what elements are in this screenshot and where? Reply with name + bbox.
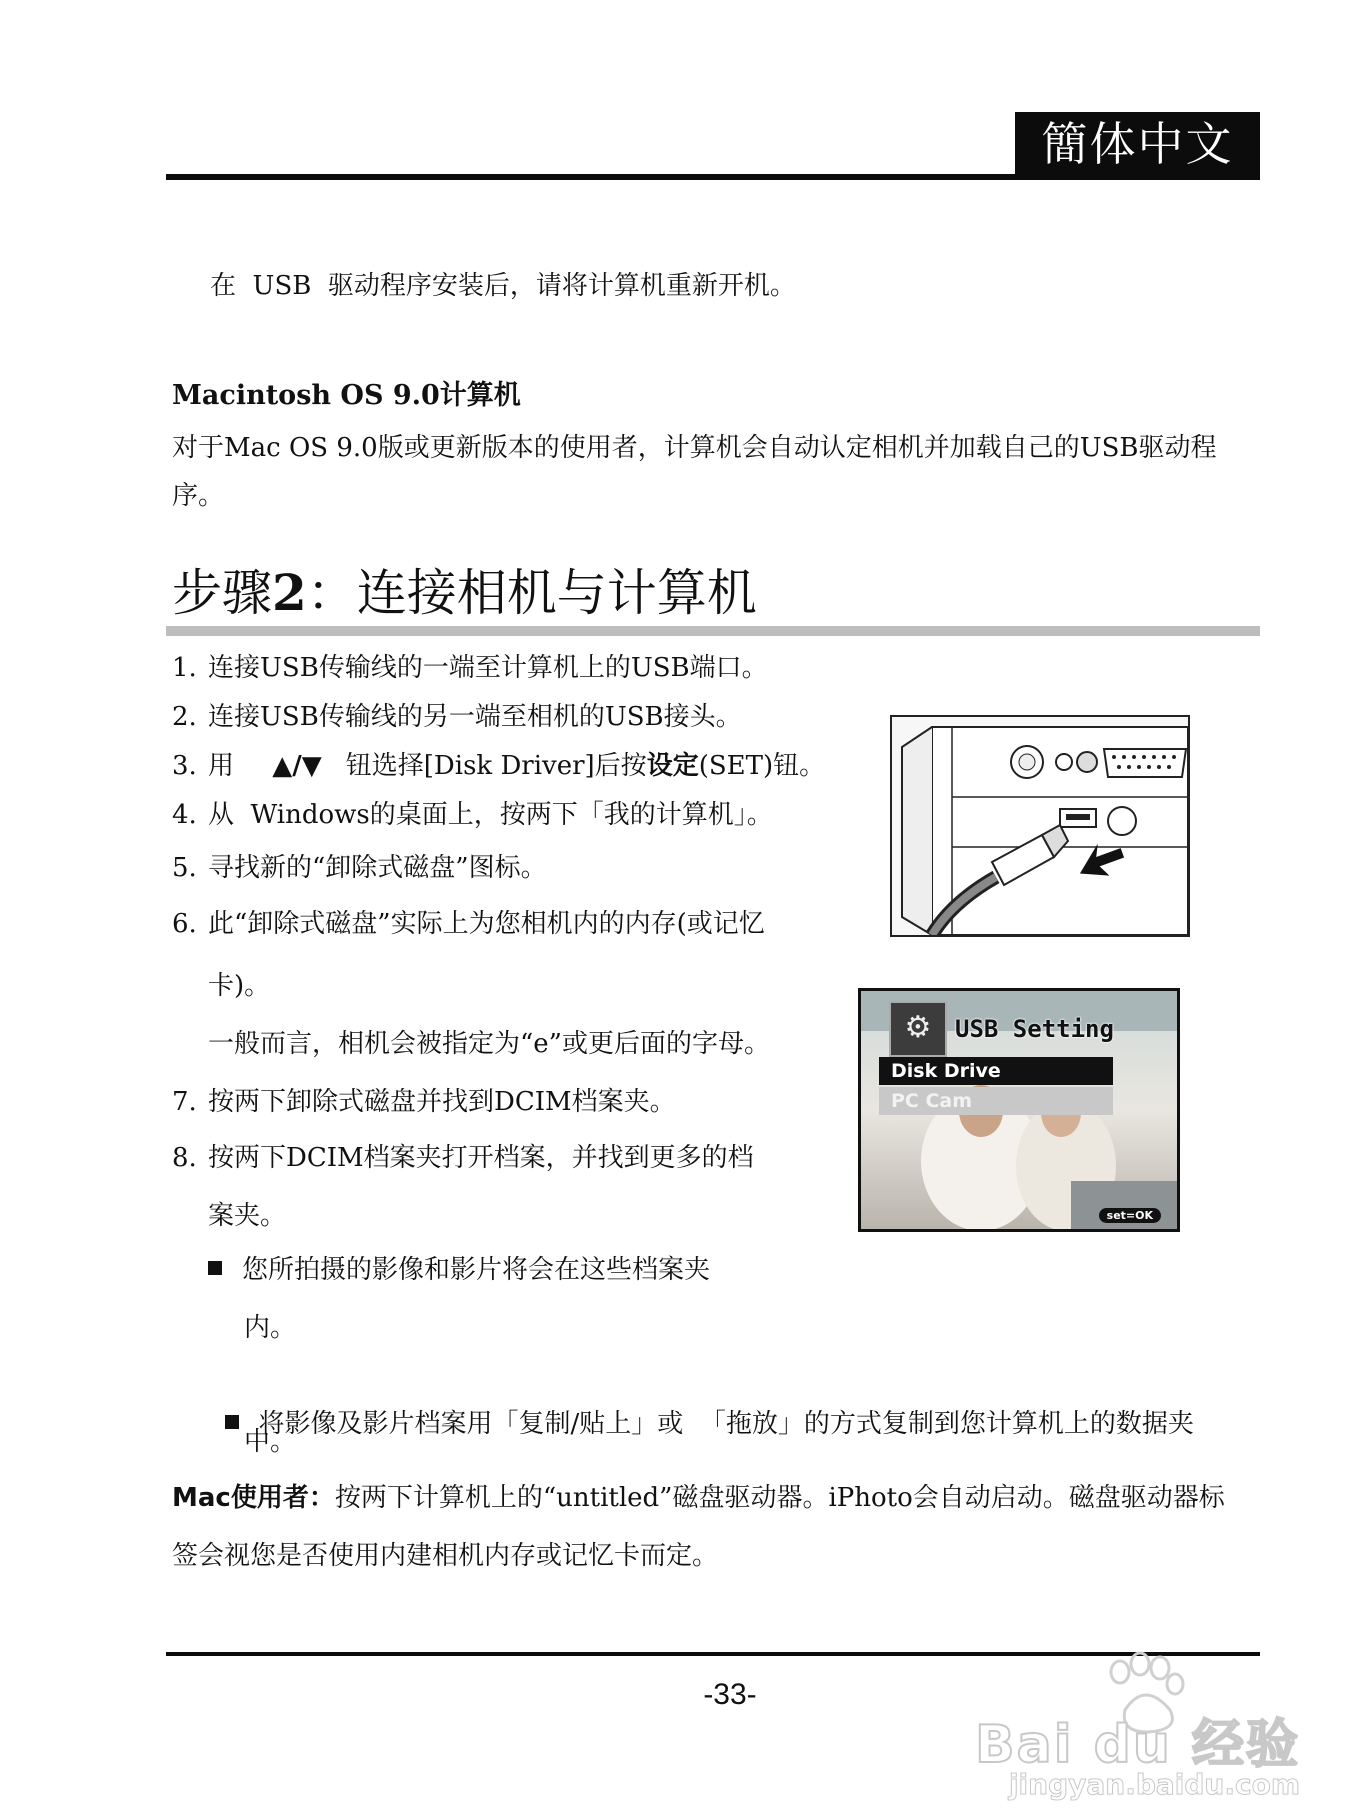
step-text-post: (SET)钮。 <box>698 751 826 781</box>
camera-lcd-screenshot <box>858 988 1180 1232</box>
mac-note-line-1: 按两下计算机上的“untitled”磁盘驱动器。iPhoto会自动启动。磁盘驱动器标 <box>334 1483 1225 1513</box>
mac-note <box>172 1478 1225 1518</box>
baidu-jingyan-watermark <box>970 1650 1300 1800</box>
step-item-8 <box>172 1138 754 1178</box>
language-tab: 簡体中文 <box>1015 112 1260 176</box>
bullet-text: 将影像及影片档案用「复制/贴上」或 「拖放」的方式复制到您计算机上的数据夹 <box>258 1409 1194 1439</box>
step-heading-prefix: 步骤 <box>172 564 272 622</box>
step-8-continuation: 案夹。 <box>208 1201 287 1231</box>
step-heading-rule <box>166 626 1260 636</box>
step-text: 按两下卸除式磁盘并找到DCIM档案夹。 <box>208 1087 676 1117</box>
bullet-item-1 <box>208 1250 710 1290</box>
page-number: -33- <box>703 1678 757 1711</box>
bullet-item-2 <box>208 1364 1194 1444</box>
step-text: 寻找新的“卸除式磁盘”图标。 <box>208 853 547 883</box>
bullet-2-continuation: 中。 <box>244 1427 297 1457</box>
step-text: 连接USB传输线的一端至计算机上的USB端口。 <box>208 653 768 683</box>
step-text: 此“卸除式磁盘”实际上为您相机内的内存(或记忆 <box>208 909 765 939</box>
step-number: 6. <box>172 909 197 939</box>
step-text: 从 Windows的桌面上，按两下「我的计算机」。 <box>208 800 773 830</box>
step-item-7 <box>172 1082 676 1122</box>
square-bullet-icon <box>225 1415 239 1429</box>
watermark-logo-text: Bai du 经验 <box>975 1715 1300 1775</box>
mac-note-label: Mac使用者： <box>172 1483 335 1513</box>
up-down-arrow-icon: ▲/▼ <box>272 751 322 781</box>
step-heading <box>172 558 757 628</box>
step-text: 钮选择[Disk Driver]后按 <box>345 751 647 781</box>
step-item-3 <box>172 746 825 786</box>
step-heading-suffix: ：连接相机与计算机 <box>306 564 757 622</box>
step-number: 5. <box>172 853 197 883</box>
step-heading-number: 2 <box>272 563 307 622</box>
set-ok-hint: set=OK <box>1099 1208 1161 1223</box>
step-item-5 <box>172 848 547 888</box>
step-item-4 <box>172 795 773 835</box>
step-item-1 <box>172 648 768 688</box>
step-text: 按两下DCIM档案夹打开档案，并找到更多的档 <box>208 1143 754 1173</box>
usb-setting-title: USB Setting <box>955 1015 1114 1043</box>
watermark-url: jingyan.baidu.com <box>1008 1768 1300 1801</box>
mac-os-heading: Macintosh OS 9.0计算机 <box>172 380 521 411</box>
intro-paragraph: 在 USB 驱动程序安装后，请将计算机重新开机。 <box>210 271 796 301</box>
step-number: 3. <box>172 751 197 781</box>
usb-connection-illustration <box>890 715 1190 937</box>
step-6-note: 一般而言，相机会被指定为“e”或更后面的字母。 <box>208 1029 770 1059</box>
square-bullet-icon <box>208 1261 222 1275</box>
step-number: 7. <box>172 1087 197 1117</box>
bullet-text: 您所拍摄的影像和影片将会在这些档案夹 <box>242 1255 711 1285</box>
header-rule <box>166 174 1260 180</box>
step-number: 8. <box>172 1143 197 1173</box>
mac-os-paragraph <box>172 424 1262 520</box>
menu-option-disk-drive[interactable]: Disk Drive <box>879 1057 1113 1085</box>
step-item-6 <box>172 904 765 944</box>
set-label: 设定 <box>646 751 699 781</box>
step-item-2 <box>172 697 742 737</box>
bullet-1-continuation: 内。 <box>244 1313 297 1343</box>
menu-option-pc-cam[interactable]: PC Cam <box>879 1087 1113 1115</box>
step-number: 4. <box>172 800 197 830</box>
mac-note-line-2: 签会视您是否使用内建相机内存或记忆卡而定。 <box>172 1541 719 1571</box>
step-number: 1. <box>172 653 197 683</box>
usb-port-drawing <box>892 717 1188 935</box>
step-text: 连接USB传输线的另一端至相机的USB接头。 <box>208 702 742 732</box>
mac-os-line-2: 序。 <box>172 481 225 511</box>
step-6-continuation: 卡)。 <box>208 971 271 1001</box>
mac-os-line-1: 对于Mac OS 9.0版或更新版本的使用者，计算机会自动认定相机并加载自己的USB驱动程 <box>172 433 1217 463</box>
step-number: 2. <box>172 702 197 732</box>
usb-setting-icon: ⚙ <box>889 1001 947 1057</box>
step-text-pre: 用 <box>208 751 235 781</box>
